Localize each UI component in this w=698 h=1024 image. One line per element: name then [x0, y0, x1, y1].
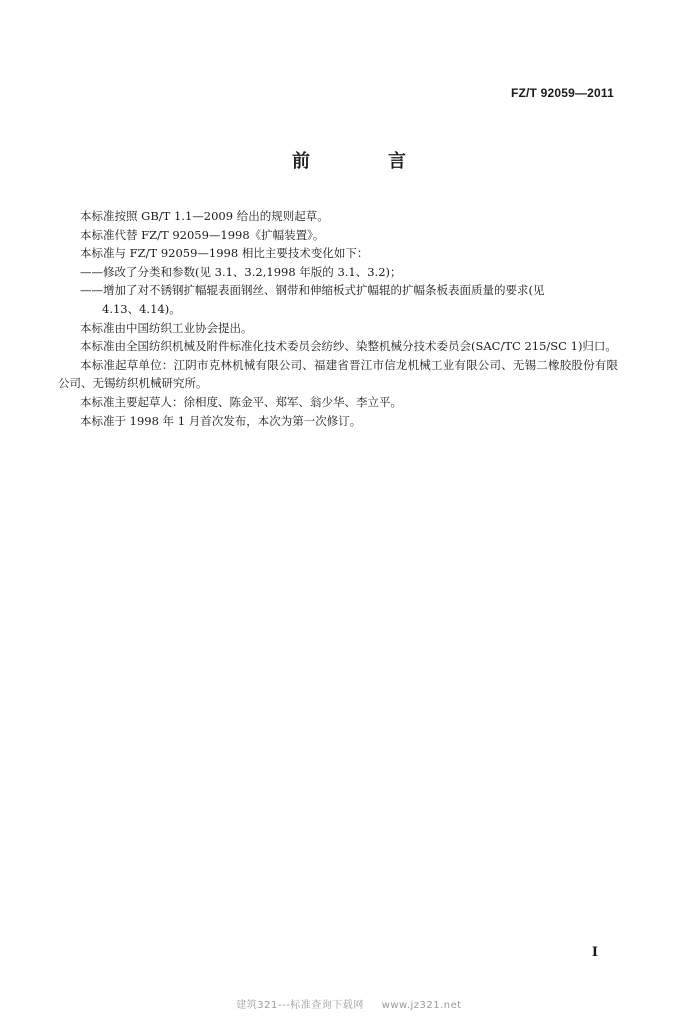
- paragraph-drafting-rules: 本标准按照 GB/T 1.1—2009 给出的规则起草。: [80, 209, 329, 223]
- watermark-url: www.jz321.net: [381, 1000, 462, 1011]
- change-item-surface-quality: [58, 281, 618, 318]
- change-item-surface-quality-text: ——增加了对不锈钢扩幅辊表面钢丝、钢带和伸缩板式扩幅辊的扩幅条板表面质量的要求(见: [80, 283, 545, 298]
- paragraph-drafters: 本标准主要起草人：徐相度、陈金平、郑军、翁少华、李立平。: [80, 394, 402, 409]
- paragraph-drafting-units: 本标准起草单位：江阴市克林机械有限公司、福建省晋江市信龙机械工业有限公司、无锡二橡胶股份有限公司、无锡纺织机械研究所。: [58, 357, 618, 391]
- paragraph-proposed-by: 本标准由中国纺织工业协会提出。: [80, 320, 253, 335]
- paragraph-committee: 本标准由全国纺织机械及附件标准化技术委员会纺纱、染整机械分技术委员会(SAC/TC 215/SC 1)归口。: [80, 339, 617, 354]
- watermark-site-name: 建筑321---标准查询下载网: [236, 1000, 364, 1011]
- paragraph-history: 本标准于 1998 年 1 月首次发布，本次为第一次修订。: [80, 413, 362, 428]
- section-title: 前 言: [292, 151, 436, 172]
- watermark: [0, 996, 698, 1011]
- paragraph-changes-intro: 本标准与 FZ/T 92059—1998 相比主要技术变化如下：: [80, 246, 369, 261]
- page-number: I: [591, 945, 598, 960]
- foreword-body: [58, 207, 618, 430]
- standard-number: FZ/T 92059—2011: [510, 86, 614, 100]
- change-item-classification: ——修改了分类和参数(见 3.1、3.2,1998 年版的 3.1、3.2)；: [80, 264, 402, 279]
- change-item-surface-quality-cont: 4.13、4.14)。: [102, 301, 181, 316]
- paragraph-replaces: 本标准代替 FZ/T 92059—1998《扩幅装置》。: [80, 227, 325, 242]
